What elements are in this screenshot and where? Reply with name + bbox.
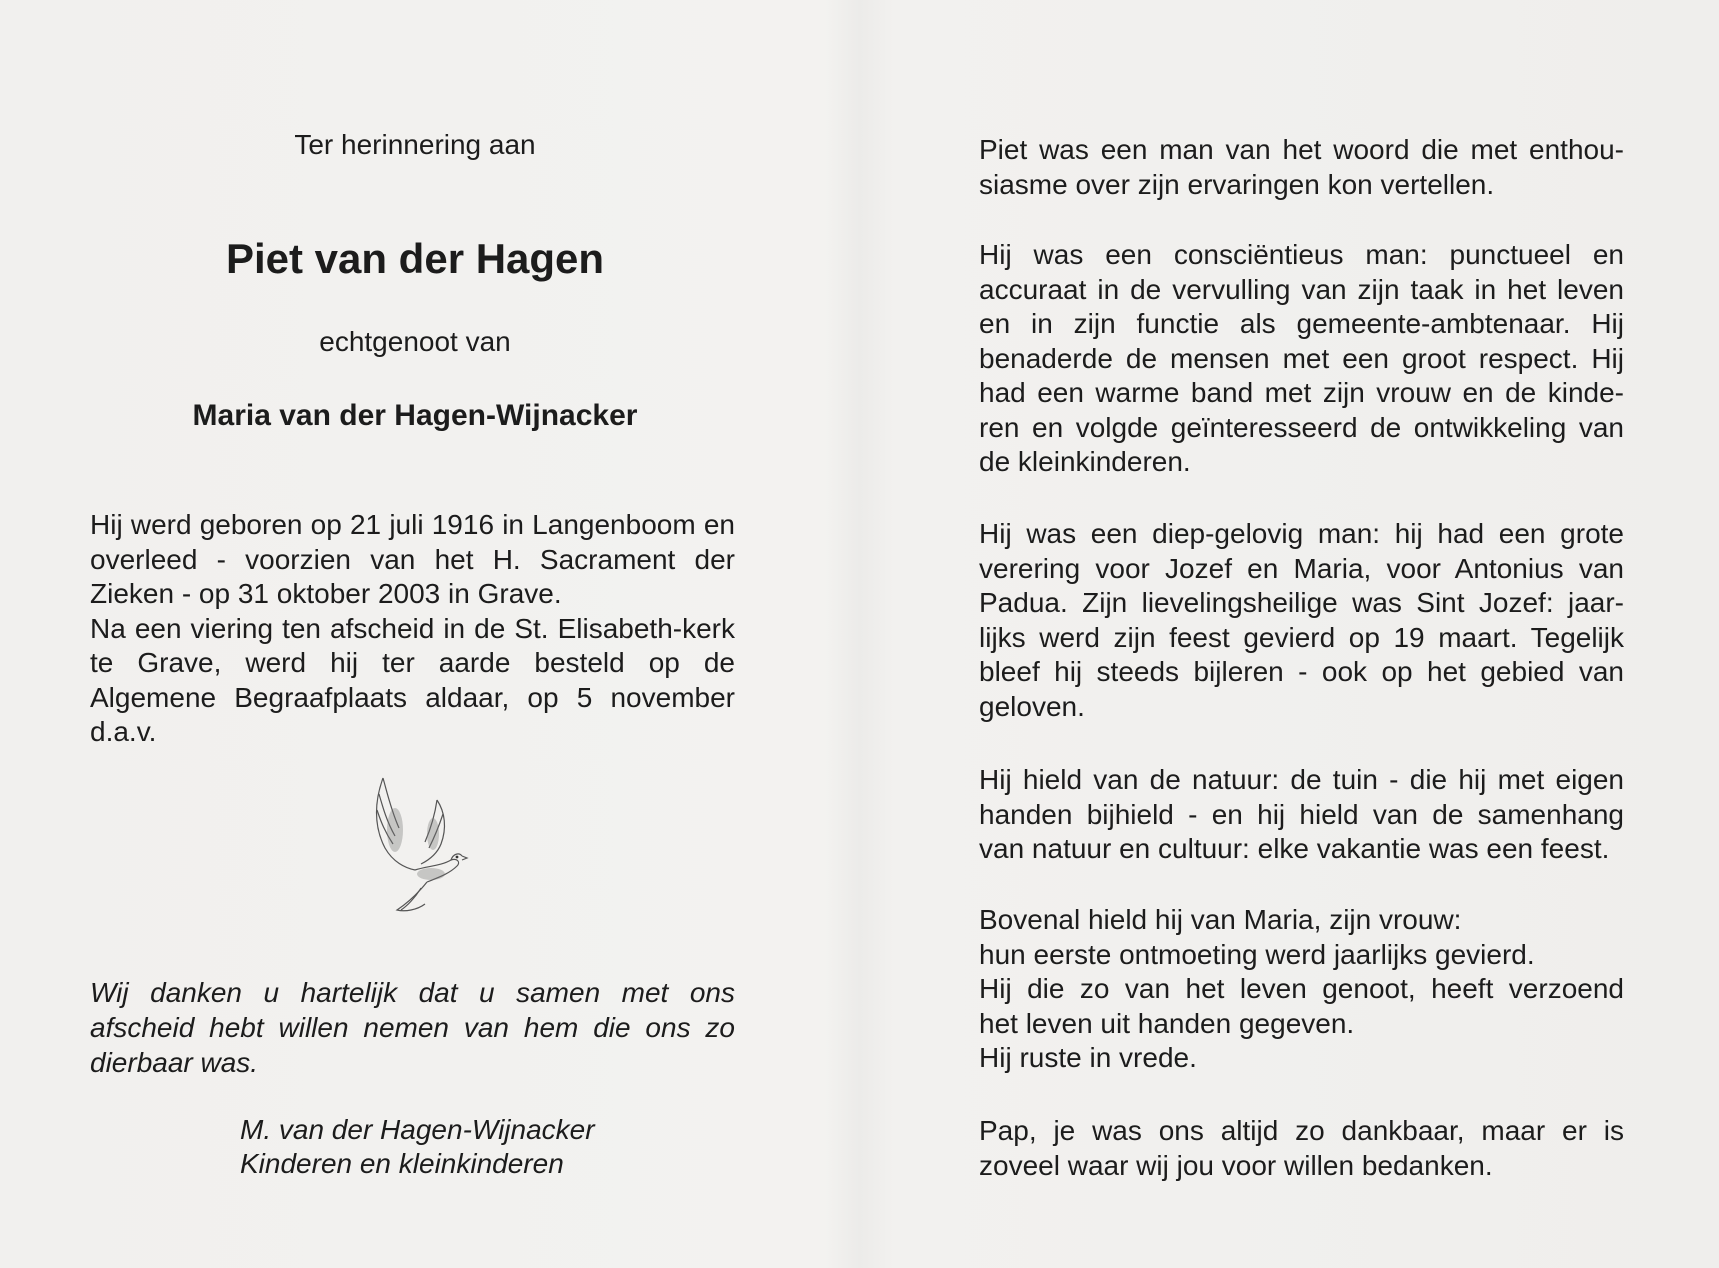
paragraph-5-line-4: het leven uit handen gegeven. xyxy=(979,1007,1355,1039)
paragraph-5-line-5: Hij ruste in vrede. xyxy=(979,1042,1197,1073)
right-paragraph-1: Piet was een man van het woord die met enthou-siasme over zijn ervaringen kon vertellen. xyxy=(979,134,1624,200)
signature-line-1: M. van der Hagen-Wijnacker xyxy=(240,1114,595,1145)
right-paragraph-5 xyxy=(979,903,1624,1076)
signature xyxy=(240,1113,720,1181)
paragraph-5-line-1: Bovenal hield hij van Maria, zijn vrouw: xyxy=(979,904,1462,935)
dove-icon xyxy=(365,770,475,920)
bio-paragraph-2: Na een viering ten afscheid in de St. Elisabeth-kerk te Grave, werd hij ter aarde besteld op de Algemene Begraafplaats aldaar, op 5 november d.a.v. xyxy=(90,612,735,747)
right-paragraph-4: Hij hield van de natuur: de tuin - die hij met eigen handen bijhield - en hij hield van de samenhang van natuur en cultuur: elke vakantie was een feest. xyxy=(979,764,1624,864)
right-paragraph-2: Hij was een consciëntieus man: punctueel en accuraat in de vervulling van zijn taak in het leven en in zijn functie als gemeente-ambtenaar. Hij benaderde de mensen met een groot respect. Hij had een warme band met zijn vrouw en de kinde-ren en volgde geïnteresseerd de ontwikkeling van de kleinkinderen. xyxy=(979,239,1624,477)
thanks-text: Wij danken u hartelijk dat u samen met ons afscheid hebt willen nemen van hem die ons zo dierbaar was. xyxy=(90,977,735,1078)
right-paragraph-3: Hij was een diep-gelovig man: hij had een grote verering voor Jozef en Maria, voor Antonius van Padua. Zijn lievelingsheilige was Sint Jozef: jaar-lijks werd zijn feest gevierd op 19 maart. Tegelijk bleef hij steeds bijleren - ook op het gebied van geloven. xyxy=(979,518,1624,722)
paragraph-5-line-3: Hij die zo van het leven genoot, heeft verzoend xyxy=(979,973,1624,1004)
spouse-label: echtgenoot van xyxy=(319,326,511,357)
spouse-name: Maria van der Hagen-Wijnacker xyxy=(192,399,638,432)
right-panel xyxy=(860,0,1719,1268)
biography xyxy=(90,508,735,750)
signature-line-2: Kinderen en kleinkinderen xyxy=(240,1148,564,1179)
right-paragraph-6: Pap, je was ons altijd zo dankbaar, maar er is zoveel waar wij jou voor willen bedanken. xyxy=(979,1115,1624,1181)
paragraph-5-line-2: hun eerste ontmoeting werd jaarlijks gevierd. xyxy=(979,938,1535,970)
bio-paragraph-1: Hij werd geboren op 21 juli 1916 in Langenboom en overleed - voorzien van het H. Sacrament der Zieken - op 31 oktober 2003 in Grave. xyxy=(90,509,735,609)
deceased-name: Piet van der Hagen xyxy=(225,235,605,282)
intro-text: Ter herinnering aan xyxy=(294,129,536,160)
